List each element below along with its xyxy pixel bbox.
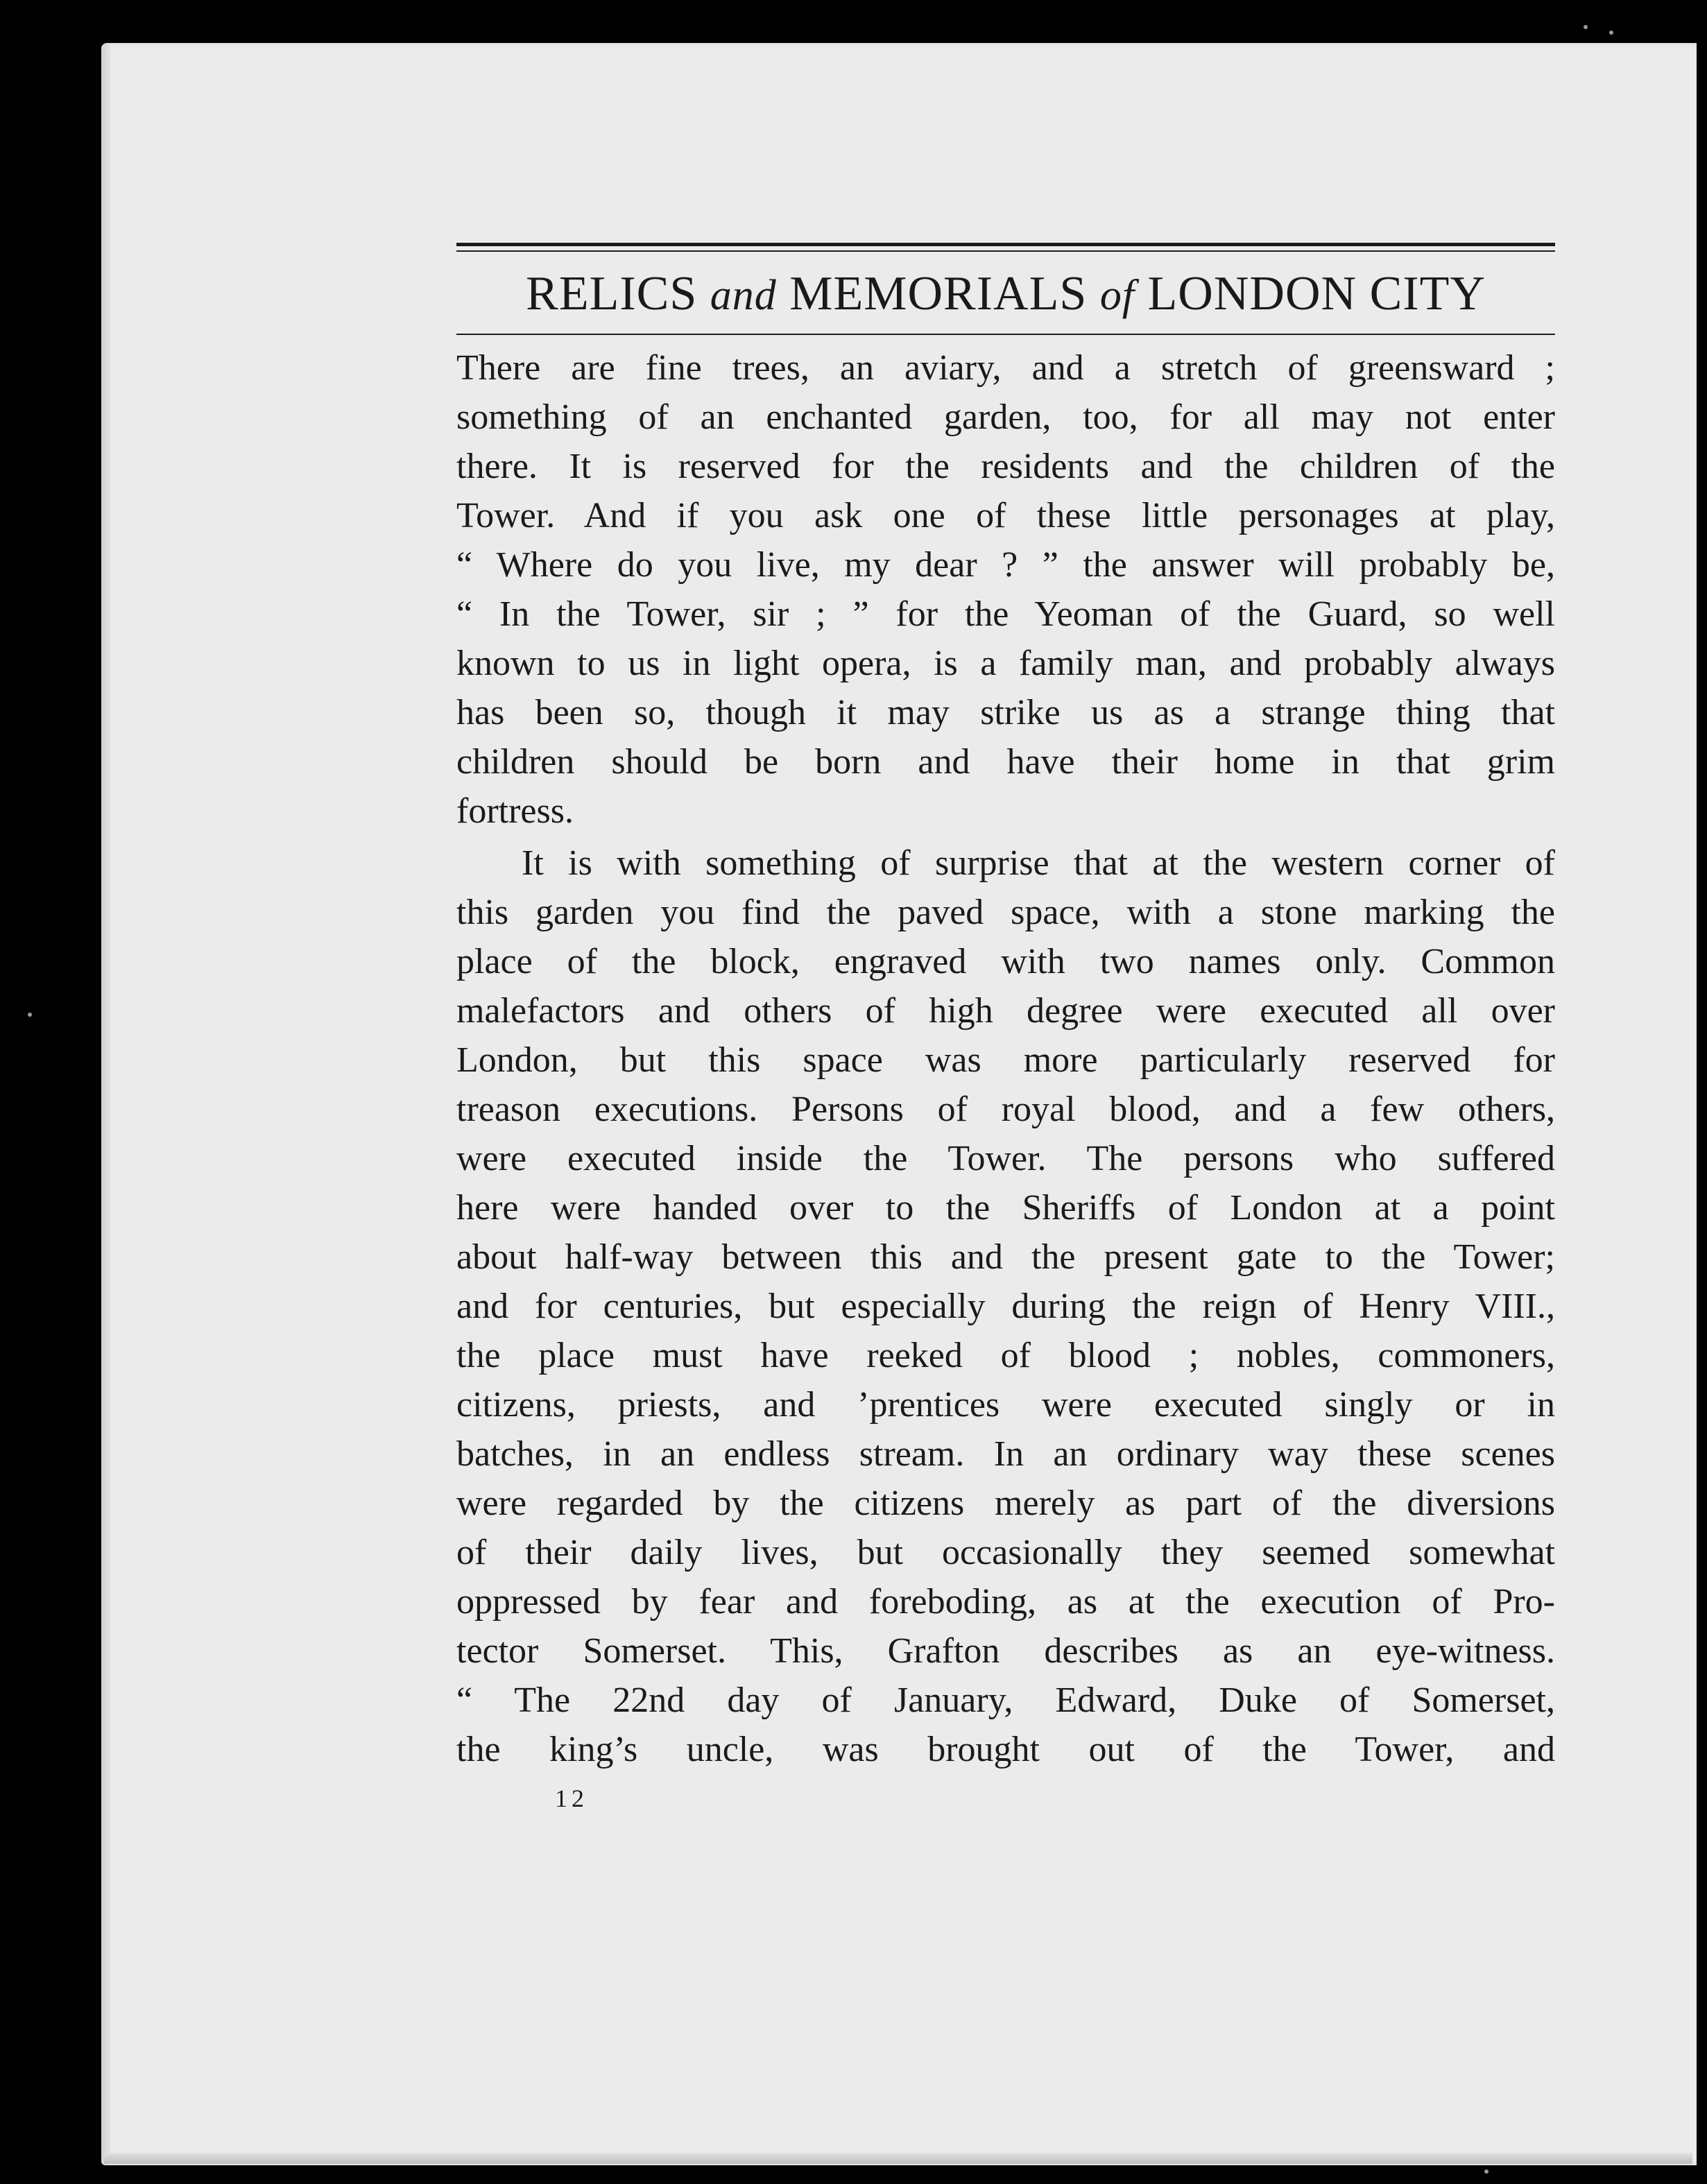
page-edge-left (101, 44, 111, 2162)
page-number: 12 (555, 1785, 588, 1812)
text-line: citizens, priests, and ’prentices were executed singly or in (456, 1385, 1555, 1425)
text-line: fortress. (456, 791, 574, 831)
text-line: were regarded by the citizens merely as part of the diversions (456, 1484, 1555, 1523)
text-line: treason executions. Persons of royal blood, and a few others, (456, 1090, 1555, 1129)
text-line: there. It is reserved for the residents and the children of the (456, 447, 1555, 486)
header-london-city: LONDON CITY (1147, 267, 1486, 320)
text-line: known to us in light opera, is a family man, and probably always (456, 644, 1555, 683)
dust-speck (1609, 31, 1613, 35)
paragraph-2 (456, 839, 1555, 1774)
dust-speck (1484, 2169, 1489, 2174)
dust-speck (28, 1013, 32, 1017)
header-relics: RELICS (526, 267, 698, 320)
text-line: “ The 22nd day of January, Edward, Duke of Somerset, (456, 1680, 1555, 1720)
text-line: tector Somerset. This, Grafton describes as an eye-witness. (456, 1631, 1555, 1671)
text-line: It is with something of surprise that at the western corner of (522, 843, 1555, 883)
header-rule-bottom (456, 334, 1555, 335)
text-line: about half-way between this and the present gate to the Tower; (456, 1237, 1555, 1277)
text-line: children should be born and have their home in that grim (456, 742, 1555, 782)
text-line: this garden you find the paved space, with a stone marking the (456, 893, 1555, 932)
running-header (456, 252, 1555, 334)
text-line: something of an enchanted garden, too, for all may not enter (456, 397, 1555, 437)
text-line: has been so, though it may strike us as a strange thing that (456, 693, 1555, 732)
text-line: of their daily lives, but occasionally they seemed somewhat (456, 1533, 1555, 1572)
paragraph-1 (456, 343, 1555, 836)
text-line: “ In the Tower, sir ; ” for the Yeoman of the Guard, so well (456, 594, 1555, 634)
text-line: London, but this space was more particularly reserved for (456, 1040, 1555, 1080)
text-line: place of the block, engraved with two names only. Common (456, 942, 1555, 981)
text-line: and for centuries, but especially during the reign of Henry VIII., (456, 1287, 1555, 1326)
text-line: were executed inside the Tower. The persons who suffered (456, 1139, 1555, 1178)
dust-speck (1584, 25, 1588, 29)
header-memorials: MEMORIALS (789, 267, 1088, 320)
text-line: There are fine trees, an aviary, and a stretch of greensward ; (456, 348, 1555, 388)
header-rule-thick (456, 243, 1555, 246)
text-line: Tower. And if you ask one of these little personages at play, (456, 496, 1555, 535)
text-line: oppressed by fear and foreboding, as at the execution of Pro- (456, 1582, 1555, 1622)
text-line: the place must have reeked of blood ; nobles, commoners, (456, 1336, 1555, 1375)
text-line: here were handed over to the Sheriffs of London at a point (456, 1188, 1555, 1228)
page-content (456, 243, 1555, 1774)
text-line: the king’s uncle, was brought out of the Tower, and (456, 1730, 1555, 1769)
text-line: malefactors and others of high degree were executed all over (456, 991, 1555, 1031)
header-and: and (710, 272, 777, 319)
text-line: batches, in an endless stream. In an ordinary way these scenes (456, 1434, 1555, 1474)
header-of: of (1099, 272, 1135, 319)
page-edge-bottom (104, 2153, 1692, 2164)
text-line: “ Where do you live, my dear ? ” the answer will probably be, (456, 545, 1555, 585)
